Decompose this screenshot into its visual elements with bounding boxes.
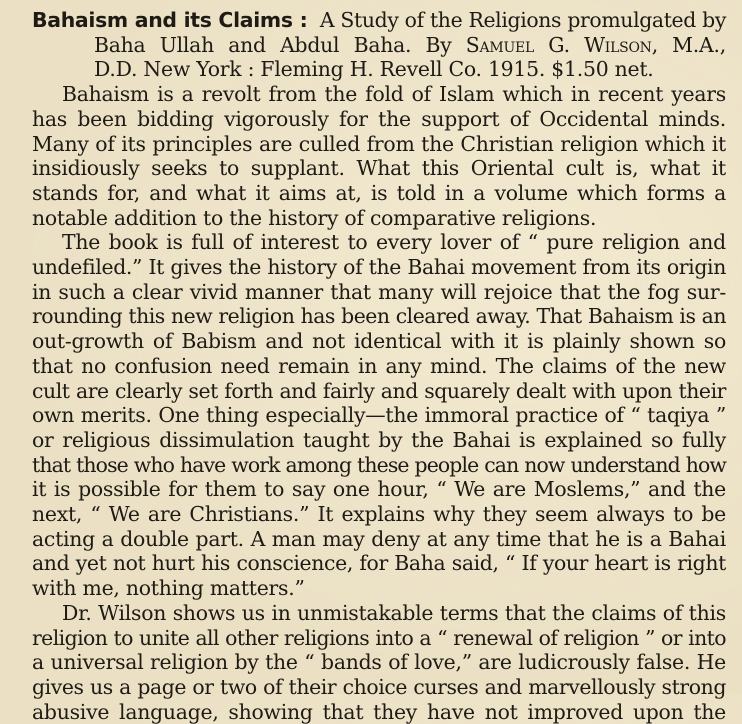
text-line: that no confusion need remain in any mind. The claims of the new: [32, 353, 726, 378]
citation-line-3: D.D. New York : Fleming H. Revell Co. 1915. $1.50 net.: [94, 57, 654, 82]
text-line: insidiously seeks to supplant. What this Oriental cult is, what it: [32, 156, 726, 181]
text-line: and yet not hurt his conscience, for Baha said, “ If your heart is right: [32, 551, 726, 576]
text-line: own merits. One thing especially—the immoral practice of “ taqiya ”: [32, 403, 726, 428]
text-line: cult are clearly set forth and fairly and squarely dealt with upon their: [32, 378, 726, 403]
text-line: Dr. Wilson shows us in unmistakable terms that the claims of this: [62, 600, 726, 625]
text-line: religion to unite all other religions into a “ renewal of religion ” or into: [32, 625, 726, 650]
citation-line-1: [32, 8, 726, 33]
text-line: it is possible for them to say one hour, “ We are Moslems,” and the: [32, 477, 726, 502]
paragraph-1: [32, 82, 726, 230]
text-line: The book is full of interest to every lover of “ pure religion and: [62, 230, 726, 255]
text-line: next, “ We are Christians.” It explains why they seem always to be: [32, 502, 726, 527]
text-line: undefiled.” It gives the history of the Bahai movement from its origin: [32, 255, 726, 280]
citation-line-2: Baha Ullah and Abdul Baha. By Samuel G. Wilson, M.A.,: [94, 32, 726, 57]
paragraph-2: [32, 230, 726, 601]
text-line: out-growth of Babism and not identical with it is plainly shown so: [32, 329, 726, 354]
text-line: Many of its principles are culled from the Christian religion which it: [32, 131, 726, 156]
text-line: with me, nothing matters.”: [32, 576, 305, 601]
citation: [32, 8, 726, 82]
text-line: has been bidding vigorously for the support of Occidental minds.: [32, 106, 726, 131]
text-line: that those who have work among these people can now understand how: [32, 452, 726, 477]
text-line: acting a double part. A man may deny at any time that he is a Bahai: [32, 526, 726, 551]
author-name: Samuel G. Wilson: [465, 32, 652, 57]
text-line: abusive language, showing that they have not improved upon the: [32, 699, 726, 724]
text-line: or religious dissimulation taught by the Bahai is explained so fully: [32, 427, 726, 452]
text-line: in such a clear vivid manner that many will rejoice that the fog sur-: [32, 279, 726, 304]
text-line: stands for, and what it aims at, is told in a volume which forms a: [32, 180, 726, 205]
text-line: notable addition to the history of comparative religions.: [32, 205, 597, 230]
text-line: gives us a page or two of their choice curses and marvellously strong: [32, 674, 726, 699]
citation-subtitle: A Study of the Religions promulgated by: [319, 8, 726, 32]
text-line: Bahaism is a revolt from the fold of Islam which in recent years: [62, 82, 726, 107]
text-line: a universal religion by the “ bands of love,” are ludicrously false. He: [32, 650, 726, 675]
text-line: rounding this new religion has been cleared away. That Bahaism is an: [32, 304, 726, 329]
review-title: Bahaism and its Claims :: [32, 8, 308, 32]
paragraph-3: [32, 601, 726, 724]
